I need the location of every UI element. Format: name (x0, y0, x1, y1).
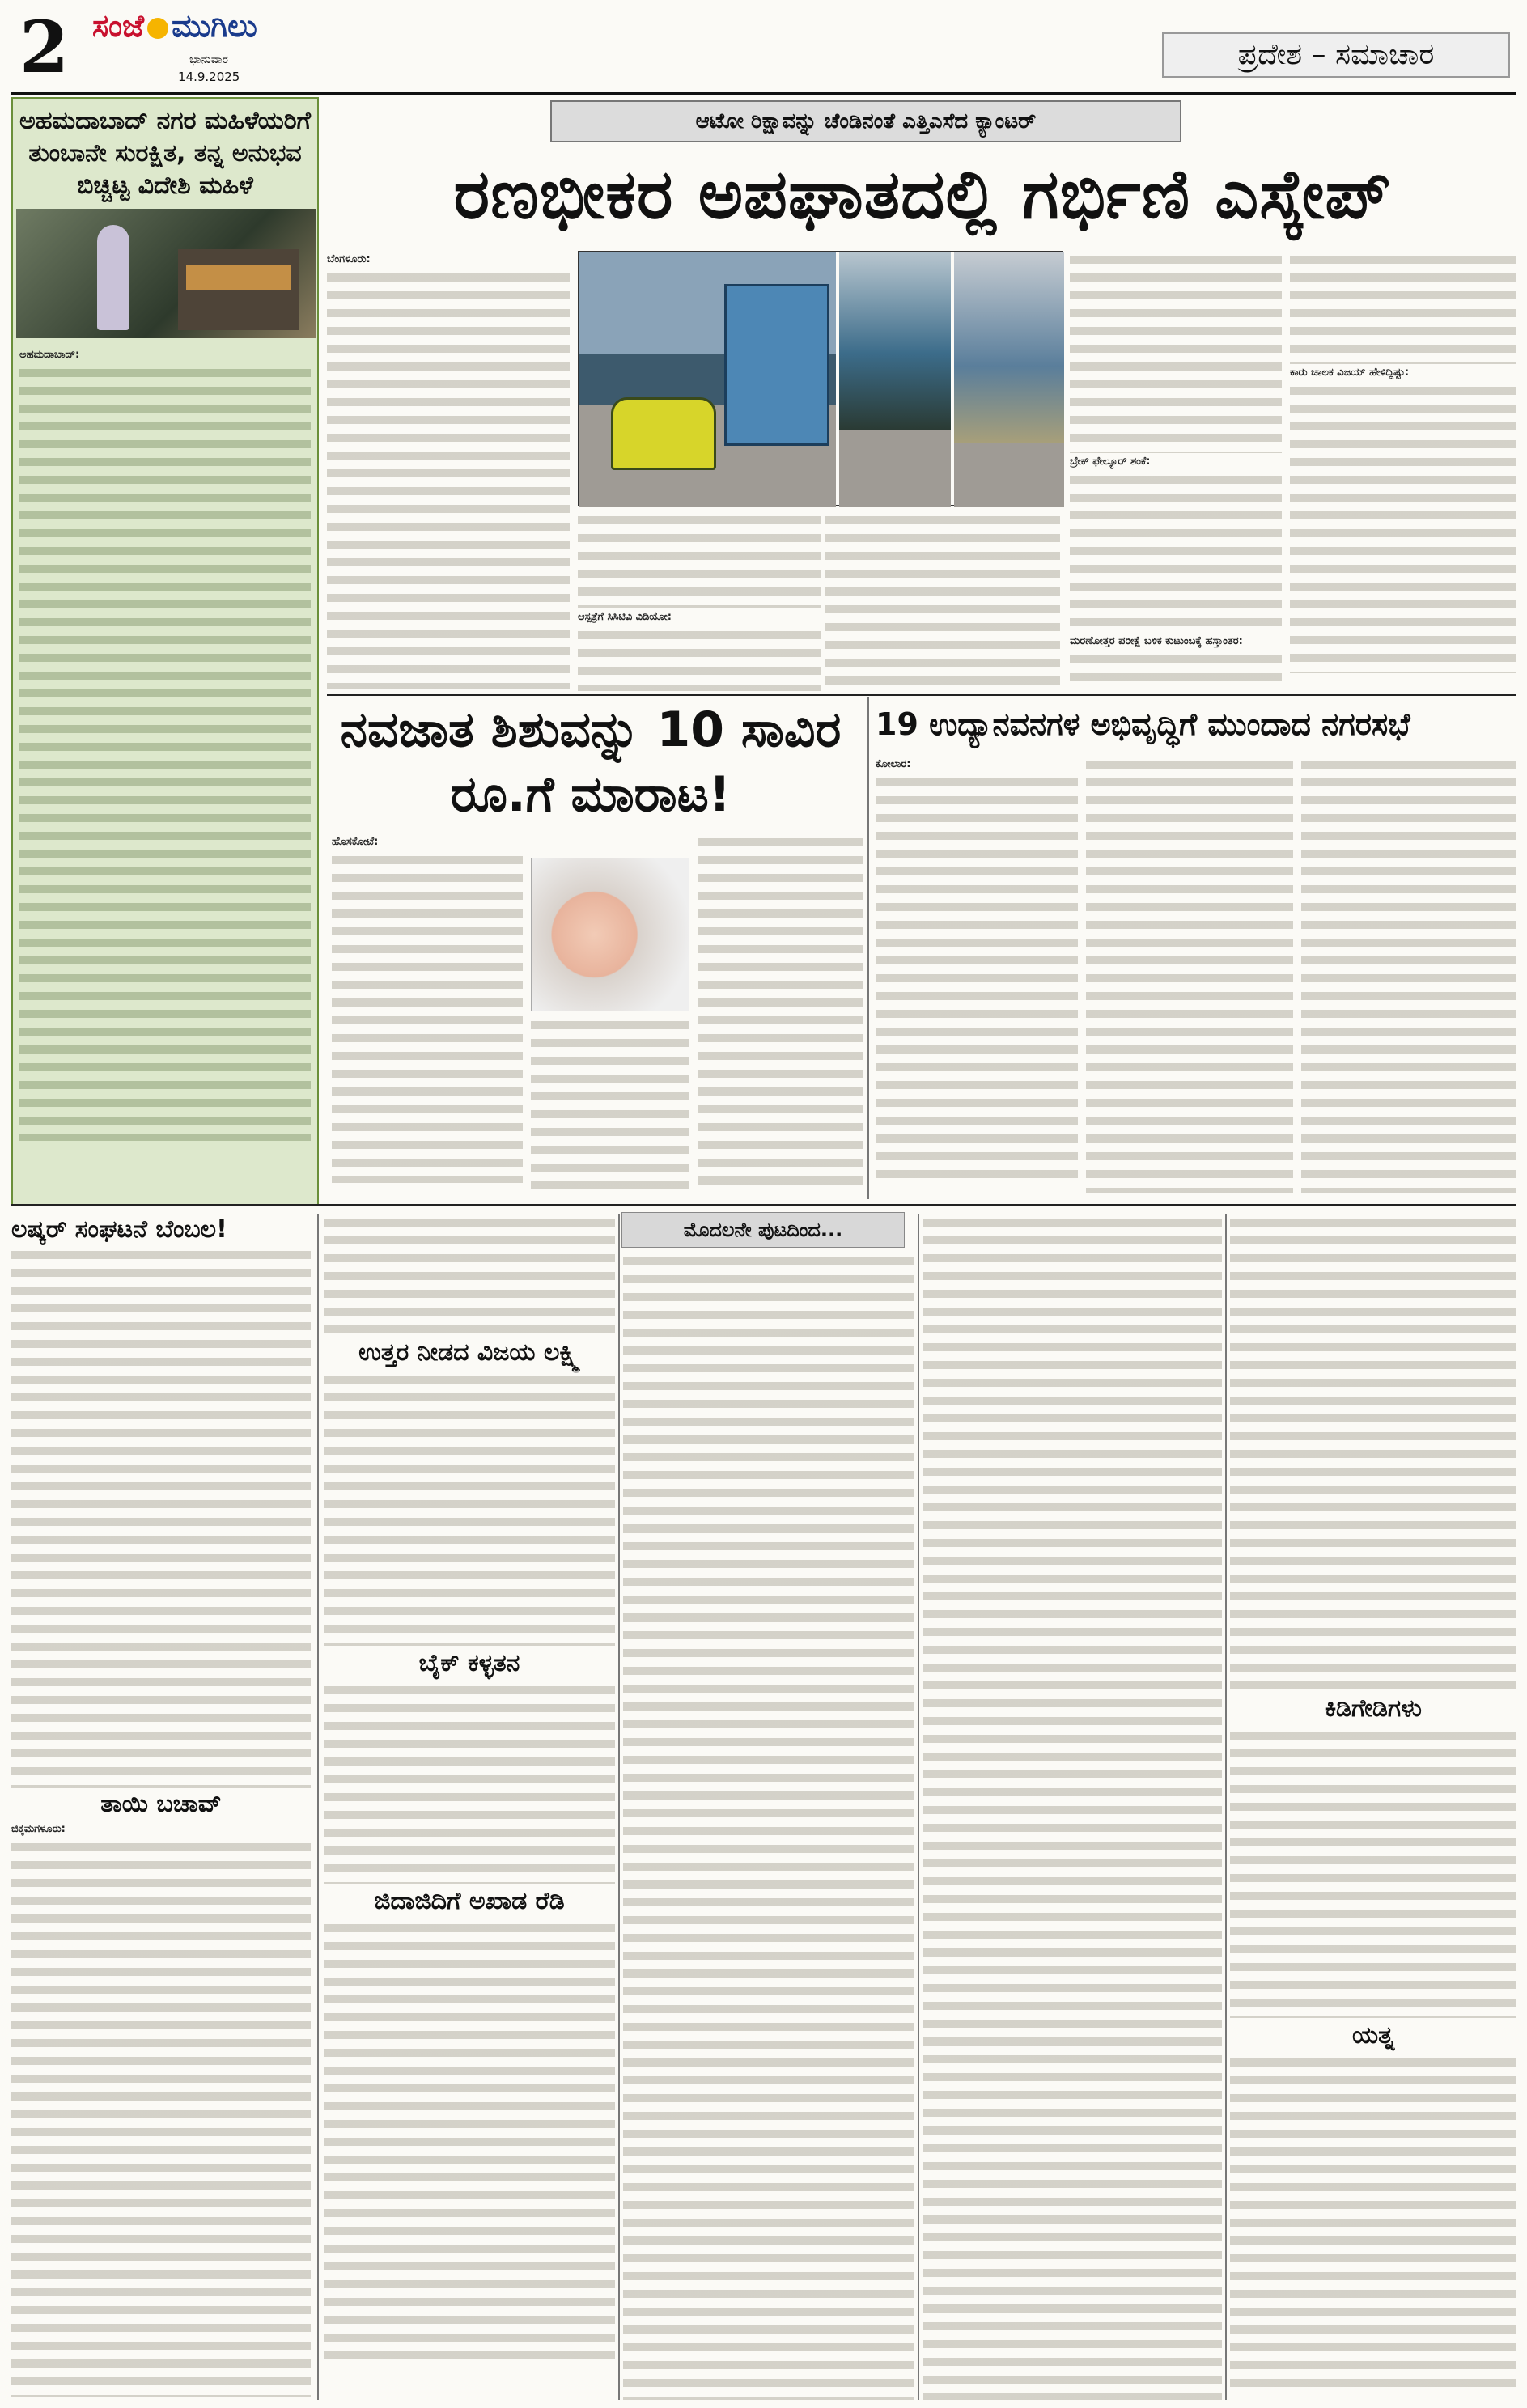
newborn-story-headline: ನವಜಾತ ಶಿಶುವನ್ನು 10 ಸಾವಿರ ರೂ.ಗೆ ಮಾರಾಟ! (340, 702, 842, 823)
left-story-photo (16, 209, 316, 338)
main-subhead-postmortem: ಮರಣೋತ್ತರ ಪರೀಕ್ಷೆ ಬಳಿಕ ಕುಟುಂಬಕ್ಕೆ ಹಸ್ತಾಂತರ: (1070, 635, 1243, 647)
issue-day: ಭಾನುವಾರ (189, 53, 229, 66)
building-shape (178, 249, 299, 330)
main-subhead-driver: ಕಾರು ಚಾಲಕ ವಿಜಯ್ ಹೇಳಿದ್ದಿಷ್ಟು: (1290, 367, 1410, 379)
parks-story-col-2 (1086, 756, 1293, 1193)
issue-date: 14.9.2025 (178, 70, 240, 84)
bottom-col-4 (923, 1214, 1222, 2400)
left-story-text-lines (19, 364, 311, 1141)
main-story-col-2 (578, 511, 821, 693)
newborn-story-lead: ಹೊಸಕೋಟೆ: (332, 836, 379, 848)
logo-part-2: ಮುಗಿಲು (172, 8, 257, 44)
main-story-lead: ಬೆಂಗಳೂರು: (327, 253, 371, 265)
masthead (11, 5, 1516, 92)
left-story-body (19, 346, 311, 364)
bottom-col-1-lead: ಚಿಕ್ಕಮಗಳೂರು: (11, 1823, 66, 1835)
left-story-headline: ಅಹಮದಾಬಾದ್ ನಗರ ಮಹಿಳೆಯರಿಗೆ ತುಂಬಾನೇ ಸುರಕ್ಷಿತ, ತನ್ನ ಅನುಭವ ಬಿಚ್ಚಿಟ್ಟ ವಿದೇಶಿ ಮಹಿಳೆ (19, 107, 311, 200)
main-story-col-3 (825, 511, 1060, 693)
main-story-col-1 (327, 251, 570, 692)
newborn-parks-divider (867, 697, 869, 1199)
main-story-bottom-rule (327, 694, 1516, 696)
newspaper-logo (92, 8, 319, 49)
continued-from-page-one: ಮೊದಲನೇ ಪುಟದಿಂದ... (621, 1212, 905, 1248)
parks-story-lead: ಕೋಲಾರ: (876, 758, 911, 770)
mother-safe-subhead: ತಾಯಿ ಬಚಾವ್ (100, 1790, 222, 1818)
left-story-lead: ಅಹಮದಾಬಾದ್: (19, 349, 80, 361)
attempt-subhead: ಯತ್ನ (1351, 2021, 1395, 2050)
truck-shape (724, 284, 829, 446)
baby-feet-photo (531, 858, 689, 1011)
main-subhead-cctv: ಆಸ್ಪತ್ರೆಗೆ ಸಿಸಿಟಿವಿ ವಿಡಿಯೋ: (578, 611, 672, 623)
auto-rickshaw-shape (611, 397, 716, 470)
parks-story-headline: 19 ಉದ್ಯಾನವನಗಳ ಅಭಿವೃದ್ಧಿಗೆ ಮುಂದಾದ ನಗರಸಭೆ (876, 706, 1410, 742)
accident-photo (578, 251, 1063, 506)
newborn-story-col-2 (531, 1016, 689, 1189)
arena-ready-subhead: ಜಿದಾಜಿದಿಗೆ ಅಖಾಡ ರೆಡಿ (374, 1887, 565, 1915)
newborn-story-col-3 (698, 833, 863, 1189)
parks-story-col-3 (1301, 756, 1516, 1193)
bottom-col-2 (324, 1214, 615, 2400)
main-story-col-4 (1070, 251, 1282, 692)
main-subhead-brake: ಬ್ರೇಕ್ ಫೇಲ್ಯೂರ್ ಶಂಕೆ: (1070, 456, 1151, 468)
bottom-col-1 (11, 1214, 311, 2400)
masthead-rule (11, 92, 1516, 95)
bottom-col-3 (623, 1253, 914, 2400)
bike-theft-subhead: ಬೈಕ್ ಕಳ್ಳತನ (418, 1649, 520, 1677)
newborn-story-col-1 (332, 833, 523, 1189)
sun-icon (147, 18, 168, 39)
lashkar-headline: ಲಷ್ಕರ್ ಸಂಘಟನೆ ಬೆಂಬಲ! (11, 1215, 227, 1244)
vijayalakshmi-subhead: ಉತ್ತರ ನೀಡದ ವಿಜಯ ಲಕ್ಷ್ಮಿ (358, 1338, 580, 1367)
bottom-col-5 (1230, 1214, 1516, 2400)
miscreants-subhead: ಕಿಡಿಗೇಡಿಗಳು (1325, 1694, 1422, 1723)
lower-section-rule (11, 1204, 1516, 1206)
woman-figure-shape (97, 225, 129, 330)
section-title: ಪ್ರದೇಶ – ಸಮಾಚಾರ (1162, 32, 1510, 78)
left-story (11, 97, 319, 1206)
main-story-kicker: ಆಟೋ ರಿಕ್ಷಾವನ್ನು ಚೆಂಡಿನಂತೆ ಎತ್ತಿಎಸೆದ ಕ್ಯಾಂಟರ್ (550, 100, 1181, 142)
main-story-headline: ರಣಭೀಕರ ಅಪಘಾತದಲ್ಲಿ ಗರ್ಭಿಣಿ ಎಸ್ಕೇಪ್ (453, 155, 1392, 234)
page-number: 2 (19, 5, 70, 89)
logo-part-1: ಸಂಜೆ (92, 8, 145, 44)
main-story-col-5 (1290, 251, 1516, 692)
parks-story-col-1 (876, 756, 1078, 1193)
